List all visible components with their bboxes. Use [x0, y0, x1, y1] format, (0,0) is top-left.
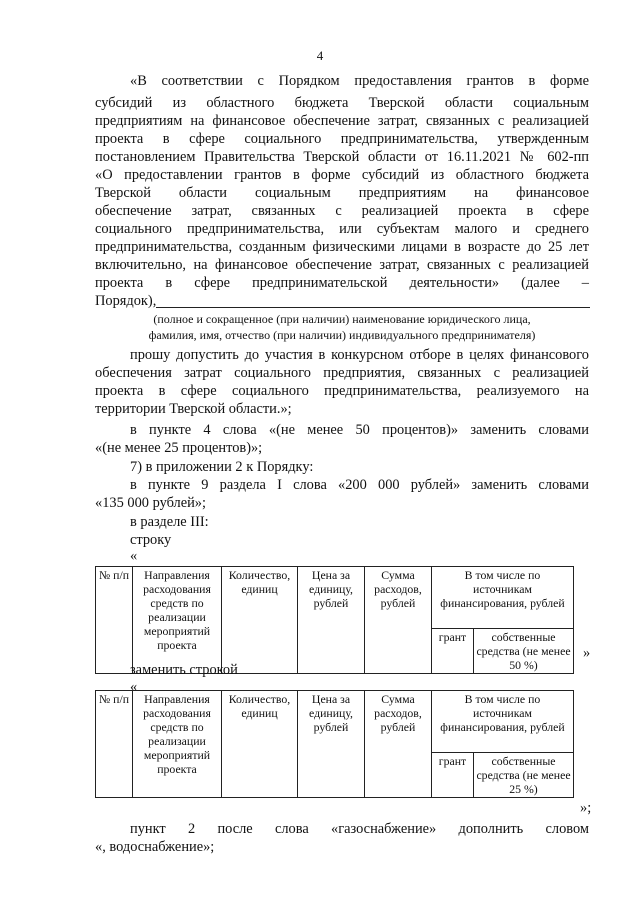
section-3-label: в разделе III: [130, 514, 209, 530]
col-own-funds-header: собственные средства (не менее 50 %) [474, 629, 574, 674]
text-line: в пункте 9 раздела I слова «200 000 рублей» заменить словами [130, 477, 589, 493]
budget-table-old [95, 566, 574, 674]
item-7-heading: 7) в приложении 2 к Порядку: [130, 459, 314, 475]
text-line: проекта в сфере социального предпринимательства, реализуемого на [95, 383, 589, 399]
closing-quote-semicolon: »; [580, 800, 592, 816]
text-line: «О предоставлении грантов в форме субсидий из областного бюджета [95, 167, 589, 183]
text-line: субсидий из областного бюджета Тверской области социальным [95, 95, 589, 111]
text-line: Порядок), [95, 293, 157, 309]
col-num-header: № п/п [96, 567, 133, 674]
text-line: «135 000 рублей»; [95, 495, 206, 511]
col-direction-header: Направления расходования средств по реализации мероприятий проекта [133, 691, 222, 798]
col-grant-header: грант [432, 629, 474, 674]
text-line: обеспечение затрат, связанных с реализацией проекта в сфере [95, 203, 589, 219]
col-sum-header: Сумма расходов, рублей [365, 691, 432, 798]
col-direction-header: Направления расходования средств по реализации мероприятий проекта [133, 567, 222, 674]
text-line: «, водоснабжение»; [95, 839, 215, 855]
text-line: территории Тверской области.»; [95, 401, 292, 417]
text-line: Тверской области социальным предприятиям на финансовое [95, 185, 589, 201]
closing-quote: » [583, 645, 591, 661]
page-number: 4 [316, 48, 324, 63]
footnote-line: (полное и сокращенное (при наличии) наименование юридического лица, [153, 312, 531, 326]
text-line: постановлением Правительства Тверской области от 16.11.2021 № 602-пп [95, 149, 589, 165]
text-line: предприятиям на финансовое обеспечение затрат, связанных с реализацией [95, 113, 589, 129]
opening-quote: « [130, 679, 138, 695]
fill-in-underline [156, 307, 590, 308]
col-grant-header: грант [432, 753, 474, 798]
text-line: «(не менее 25 процентов)»; [95, 440, 263, 456]
col-price-header: Цена за единицу, рублей [298, 567, 365, 674]
col-own-funds-header: собственные средства (не менее 25 %) [474, 753, 574, 798]
text-line: прошу допустить до участия в конкурсном отборе в целях финансового [130, 347, 589, 363]
text-line: обеспечения затрат социального предприятия, связанных с реализацией [95, 365, 589, 381]
text-line: социального предпринимательства, или субъектам малого и среднего [95, 221, 589, 237]
col-sources-header: В том числе по источникам финансирования, рублей [432, 567, 574, 629]
footnote-line: фамилия, имя, отчество (при наличии) индивидуального предпринимателя) [148, 328, 536, 342]
col-num-header: № п/п [96, 691, 133, 798]
replace-with-label: заменить строкой [130, 662, 238, 678]
text-line: предпринимательства, созданным физическими лицами в возрасте до 25 лет [95, 239, 589, 255]
text-line: в пункте 4 слова «(не менее 50 процентов)» заменить словами [130, 422, 589, 438]
text-line: пункт 2 после слова «газоснабжение» дополнить словом [130, 821, 589, 837]
text-line: проекта в сфере предпринимательской деятельности» (далее – [95, 275, 589, 291]
col-qty-header: Количество, единиц [222, 567, 298, 674]
stroku-label: строку [130, 532, 172, 548]
text-line: включительно, на финансовое обеспечение затрат, связанных с реализацией [95, 257, 589, 273]
opening-quote: « [130, 548, 138, 564]
col-sum-header: Сумма расходов, рублей [365, 567, 432, 674]
col-qty-header: Количество, единиц [222, 691, 298, 798]
col-sources-header: В том числе по источникам финансирования, рублей [432, 691, 574, 753]
budget-table-new [95, 690, 574, 798]
text-line: проекта в сфере социального предпринимательства, утвержденным [95, 131, 589, 147]
text-line: «В соответствии с Порядком предоставления грантов в форме [130, 73, 589, 89]
col-price-header: Цена за единицу, рублей [298, 691, 365, 798]
